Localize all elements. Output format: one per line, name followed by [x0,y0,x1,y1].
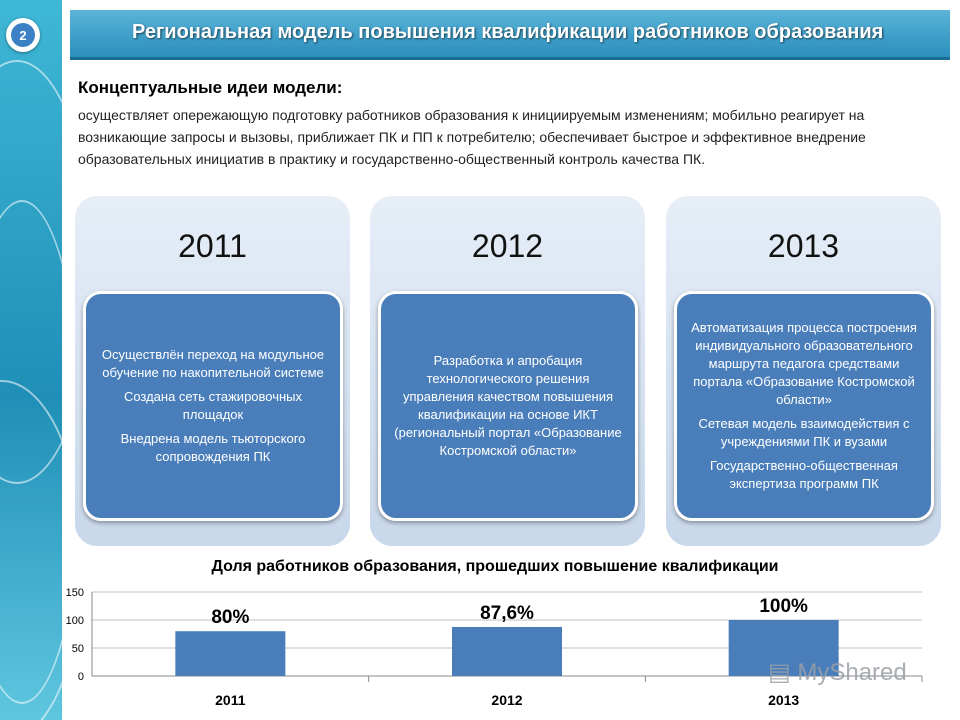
bar [452,627,562,676]
year-label: 2012 [471,228,544,264]
slide-number: 2 [11,23,35,47]
achievement-item: Осуществлён переход на модульное обучение по накопительной системе [101,347,325,380]
year-label: 2013 [767,228,840,264]
y-tick-label: 0 [77,671,84,683]
achievements-box [83,291,343,521]
achievement-item: Внедрена модель тьюторского сопровождения ПК [120,431,306,464]
year-column-2013 [666,196,941,546]
year-label: 2011 [178,228,247,264]
achievement-item: Сетевая модель взаимодействия с учреждениями ПК и вузами [698,416,910,449]
achievements-box [674,291,934,521]
title-bar [70,10,950,60]
data-label: 80% [211,607,250,629]
y-tick-label: 50 [71,643,84,655]
x-tick-label: 2011 [215,692,246,708]
concept-text: осуществляет опережающую подготовку работников образования к инициируемым изменениям; мобильно реагирует на возникающие запросы и вызовы, приближает ПК и ПП к потребителю; обеспечивает быстрое и эффективное внедрение образовательных инициатив в практику и государственно-общественный контроль качества ПК. [78,107,866,167]
side-decoration [0,0,62,720]
achievement-item: Автоматизация процесса построения индивидуального образовательного маршрута педагога средствами портала «Образование Костромской области» [691,320,917,407]
watermark-text: MyShared [797,659,907,686]
bar [175,631,285,676]
y-tick-label: 150 [65,587,84,599]
data-label: 100% [759,596,808,617]
chart-title: Доля работников образования, прошедших повышение квалификации [211,558,779,575]
year-column-2011 [75,196,350,546]
concept-heading: Концептуальные идеи модели: [78,78,343,97]
swirl-decoration [0,380,62,720]
slide-number-badge [6,18,40,52]
slide-title: Региональная модель повышения квалификации работников образования [132,21,884,43]
y-tick-label: 100 [65,615,84,627]
achievements-box [378,291,638,521]
watermark-logo-icon: ▤ [768,659,791,686]
achievement-item: Создана сеть стажировочных площадок [123,389,303,422]
achievement-item: Разработка и апробация технологического решения управления качеством повышения квалификации на основе ИКТ (региональный портал «Образование Костромской области» [394,353,622,458]
year-column-2012 [370,196,645,546]
data-label: 87,6% [480,602,534,624]
bar-chart [58,580,928,718]
x-tick-label: 2012 [491,692,523,708]
achievement-item: Государственно-общественная экспертиза программ ПК [710,458,898,491]
x-tick-label: 2013 [768,692,800,708]
watermark [768,658,907,687]
